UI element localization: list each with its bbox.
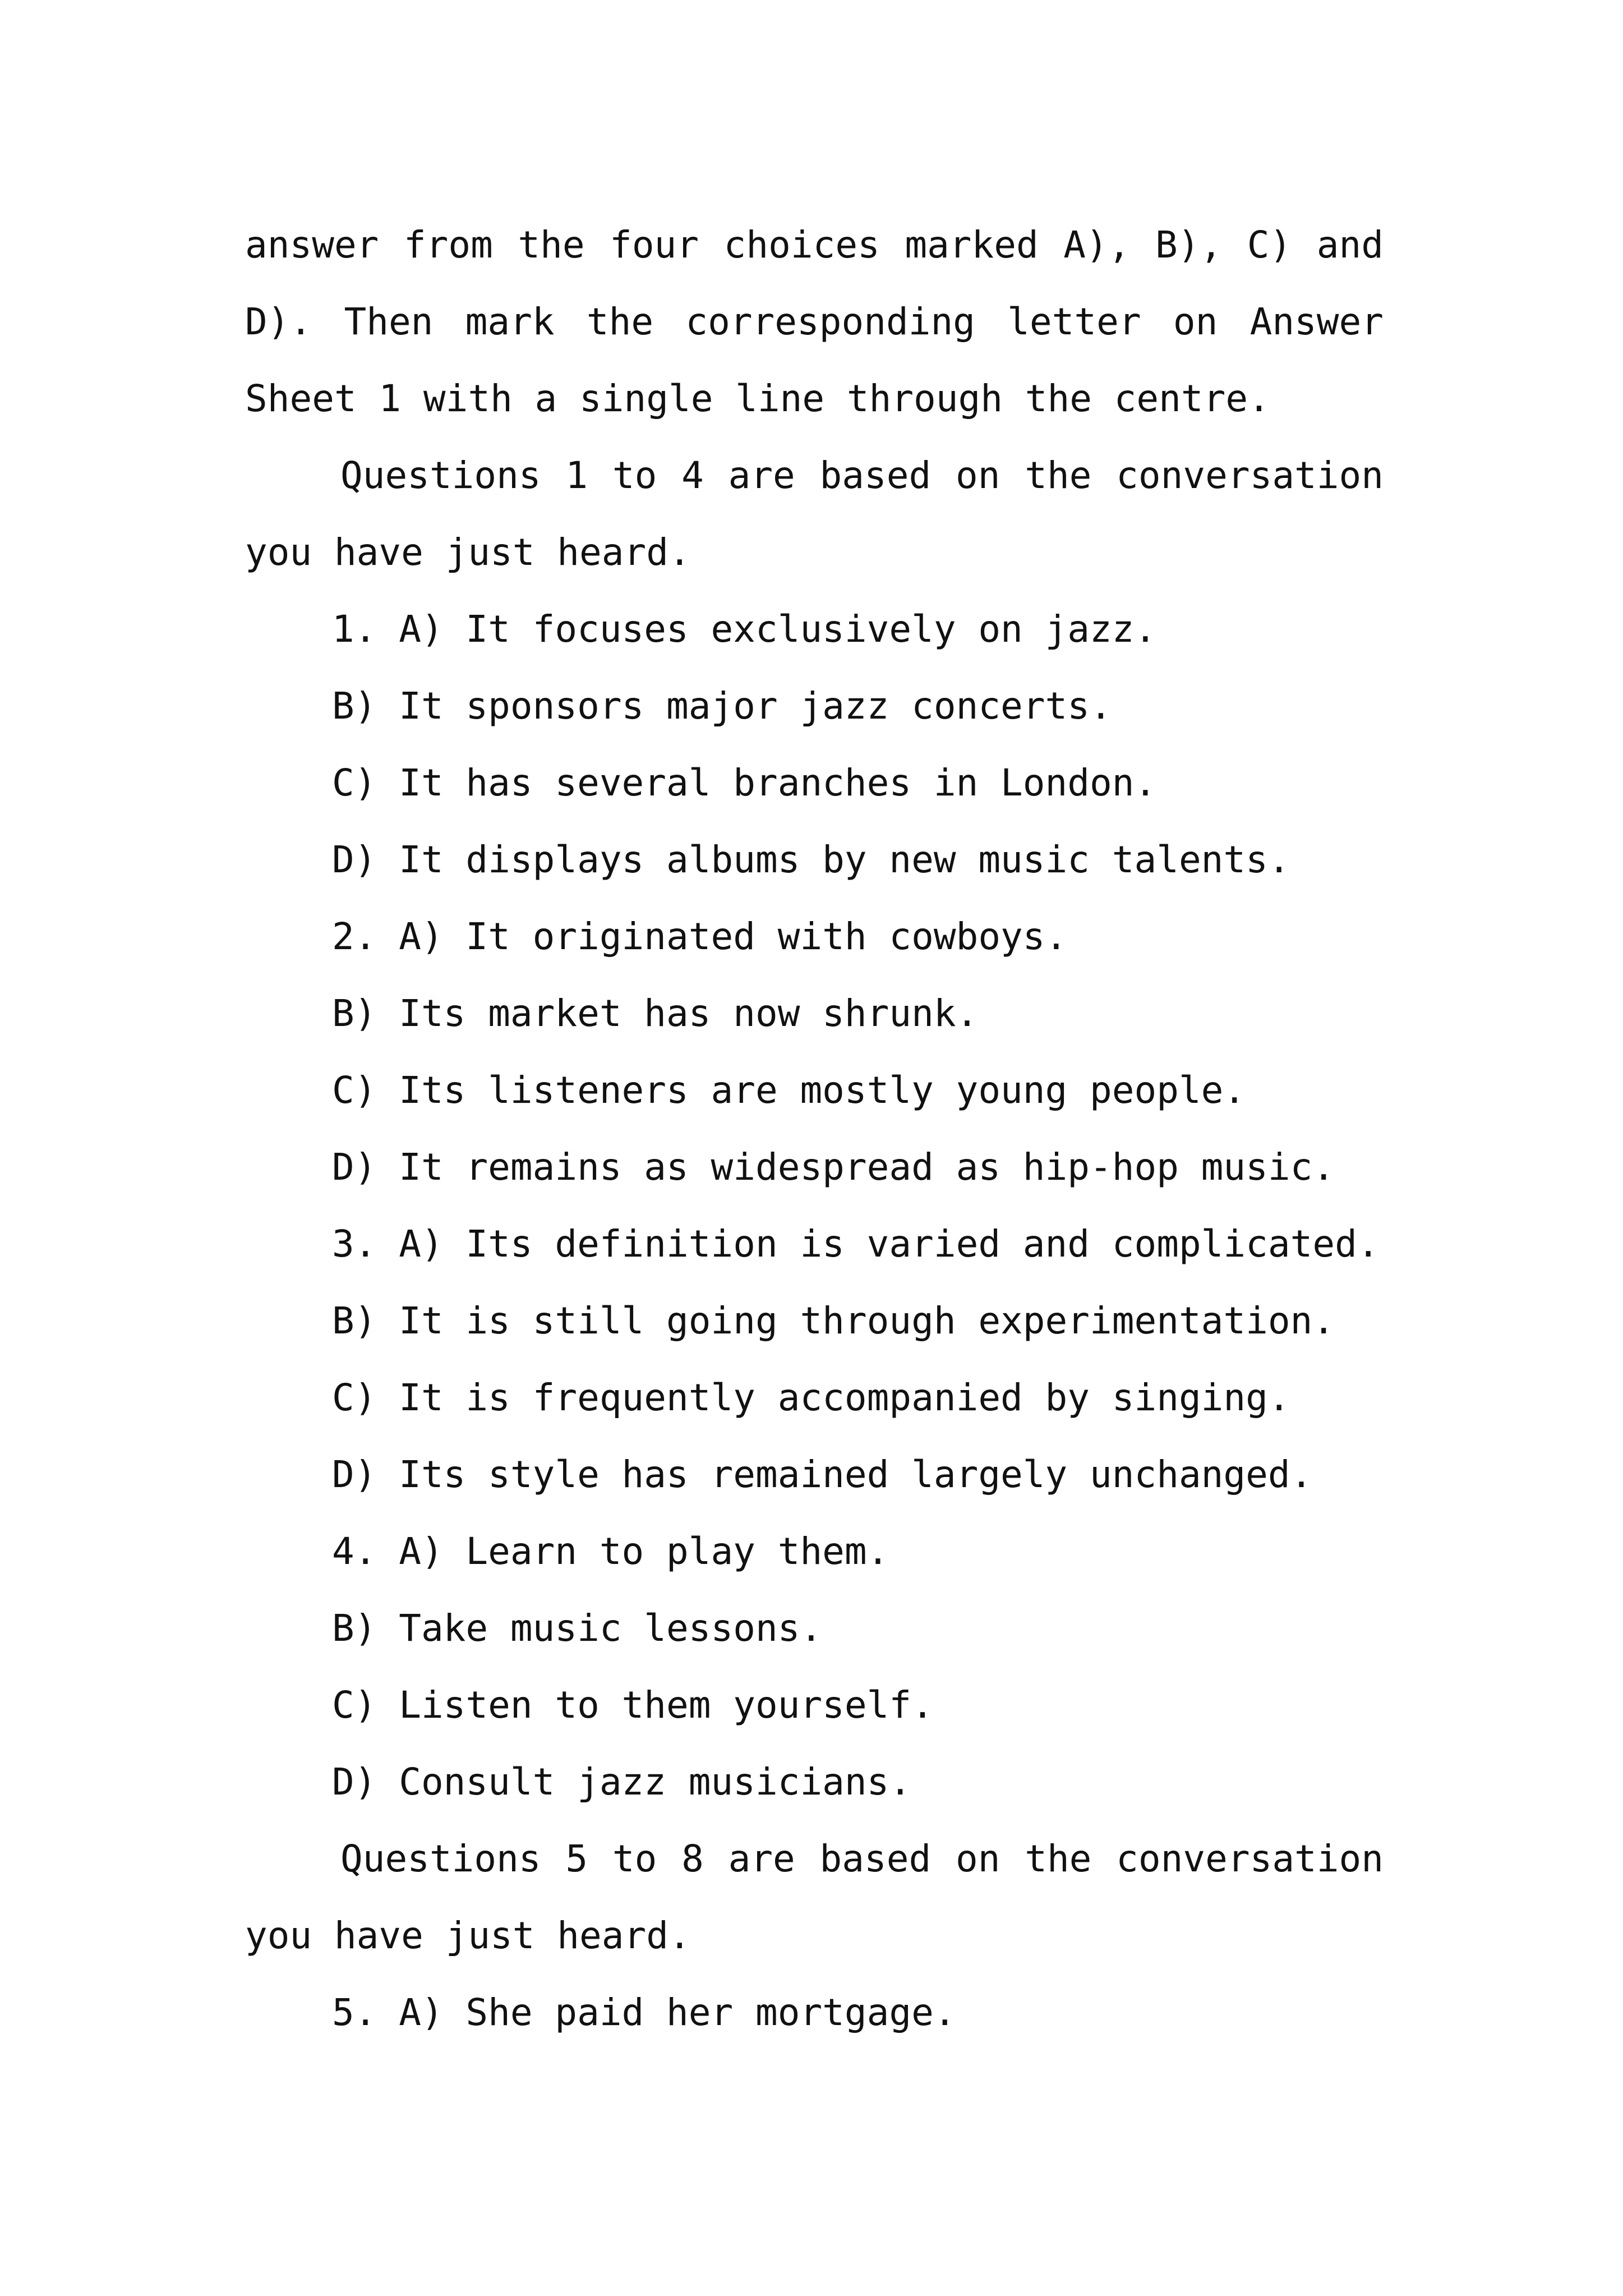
section-1-heading-line-1: Questions 1 to 4 are based on the conversation (340, 454, 1384, 497)
intro-line-2: D). Then mark the corresponding letter on Answer (245, 300, 1384, 343)
question-3-option-b: B) It is still going through experimentation. (332, 1299, 1335, 1342)
section-2-heading-line-2: you have just heard. (245, 1914, 691, 1957)
question-5-option-a: 5. A) She paid her mortgage. (332, 1991, 956, 2034)
question-2-option-c: C) Its listeners are mostly young people. (332, 1069, 1246, 1112)
question-3-option-c: C) It is frequently accompanied by singing. (332, 1376, 1290, 1419)
section-2-heading-line-1: Questions 5 to 8 are based on the conversation (340, 1837, 1384, 1880)
question-3-option-d: D) Its style has remained largely unchanged. (332, 1453, 1313, 1496)
question-4-option-a: 4. A) Learn to play them. (332, 1530, 889, 1573)
question-1-option-a: 1. A) It focuses exclusively on jazz. (332, 608, 1157, 651)
question-4-option-d: D) Consult jazz musicians. (332, 1760, 912, 1803)
question-2-option-d: D) It remains as widespread as hip-hop music. (332, 1145, 1335, 1189)
question-1-option-c: C) It has several branches in London. (332, 761, 1157, 804)
question-2-option-b: B) Its market has now shrunk. (332, 992, 979, 1035)
question-1-option-b: B) It sponsors major jazz concerts. (332, 684, 1112, 728)
question-1-option-d: D) It displays albums by new music talents. (332, 838, 1290, 881)
intro-line-3: Sheet 1 with a single line through the centre. (245, 377, 1270, 420)
question-4-option-c: C) Listen to them yourself. (332, 1683, 934, 1727)
question-2-option-a: 2. A) It originated with cowboys. (332, 915, 1068, 958)
question-3-option-a: 3. A) Its definition is varied and complicated. (332, 1222, 1380, 1266)
document-body (245, 206, 1384, 2051)
question-4-option-b: B) Take music lessons. (332, 1607, 823, 1650)
intro-line-1: answer from the four choices marked A), B), C) and (245, 223, 1384, 266)
section-1-heading-line-2: you have just heard. (245, 531, 691, 574)
